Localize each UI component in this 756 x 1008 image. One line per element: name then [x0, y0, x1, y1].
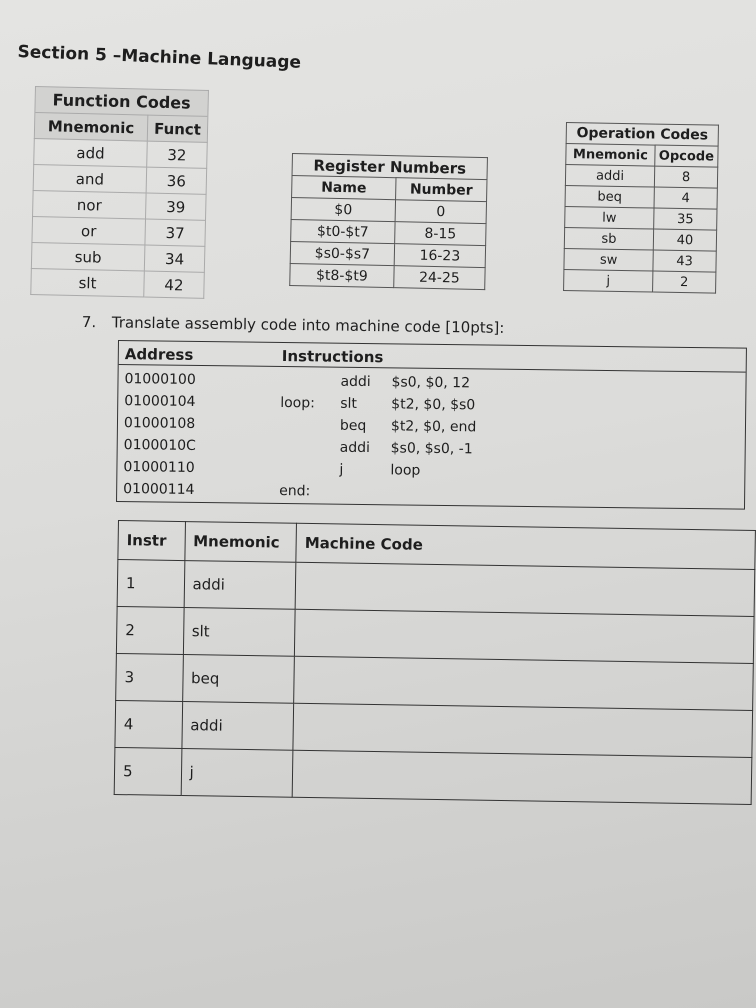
mnemonic-cell: add — [34, 138, 148, 167]
operation-codes-title: Operation Codes — [566, 123, 718, 147]
machine-code-answer-cell[interactable] — [295, 562, 755, 616]
opcode-cell: 8 — [654, 166, 717, 188]
mnemonic-cell: addi — [565, 165, 654, 188]
opcode-cell: 40 — [653, 229, 716, 251]
opcode-cell: addi — [339, 439, 371, 457]
instr-header: Instr — [118, 521, 185, 561]
opcode-cell: 2 — [653, 271, 716, 293]
address-cell: 01000108 — [123, 415, 196, 432]
table-row — [565, 206, 717, 230]
register-numbers-table — [289, 153, 488, 290]
opcode-cell: slt — [340, 395, 358, 412]
instructions-header: Instructions — [281, 347, 384, 367]
section-title: Section 5 –Machine Language — [17, 42, 302, 73]
funct-cell: 42 — [144, 271, 204, 298]
function-codes-table — [30, 86, 209, 299]
question-number: 7. — [81, 313, 97, 332]
table-row — [564, 248, 716, 272]
opcode-cell: beq — [339, 417, 367, 435]
mnemonic-cell: sw — [564, 248, 653, 271]
table-row — [564, 269, 716, 293]
register-name-cell: $t8-$t9 — [290, 263, 394, 287]
mnemonic-cell: slt — [31, 268, 145, 297]
register-name-cell: $0 — [291, 198, 395, 222]
mnemonic-cell: beq — [565, 185, 654, 208]
address-cell: 01000114 — [123, 481, 195, 498]
operands-cell: $t2, $0, end — [390, 418, 477, 436]
table-row — [34, 138, 207, 168]
register-number-cell: 16-23 — [394, 244, 485, 268]
funct-cell: 34 — [144, 245, 204, 272]
operands-cell: $s0, $s0, -1 — [390, 440, 473, 458]
operands-cell: $s0, $0, 12 — [391, 374, 471, 392]
mnemonic-cell: lw — [565, 206, 654, 229]
function-codes-header-mnemonic: Mnemonic — [34, 113, 148, 142]
register-number-cell: 24-25 — [394, 266, 485, 290]
question-text: Translate assembly code into machine code [10pts]: — [111, 313, 505, 337]
register-numbers-title: Register Numbers — [292, 154, 487, 180]
operation-codes-table — [563, 122, 719, 294]
instr-number-cell: 3 — [116, 653, 183, 701]
mnemonic-cell: addi — [181, 702, 293, 751]
machine-code-answer-cell[interactable] — [294, 609, 754, 663]
mnemonic-cell: sb — [564, 227, 653, 250]
mnemonic-header: Mnemonic — [184, 522, 296, 563]
table-row — [33, 190, 206, 220]
table-row — [564, 227, 716, 251]
register-header-name: Name — [292, 176, 396, 200]
register-name-cell: $s0-$s7 — [290, 241, 394, 265]
opcode-cell: 43 — [653, 250, 716, 272]
instr-number-cell: 2 — [116, 606, 183, 654]
assembly-code-box — [116, 340, 747, 510]
table-row — [565, 185, 717, 209]
mnemonic-cell: or — [32, 216, 146, 245]
table-row — [31, 242, 204, 272]
address-header: Address — [124, 345, 194, 364]
register-number-cell: 0 — [395, 200, 486, 224]
funct-cell: 36 — [146, 167, 206, 194]
question-prompt — [82, 313, 505, 337]
machine-code-answer-cell[interactable] — [293, 703, 753, 757]
instr-number-cell: 1 — [117, 560, 184, 608]
operands-cell: loop — [390, 462, 421, 479]
mnemonic-cell: slt — [183, 608, 295, 657]
table-row — [565, 165, 717, 189]
address-cell: 01000100 — [124, 371, 196, 388]
table-row — [290, 263, 485, 289]
mnemonic-cell: nor — [33, 190, 147, 219]
table-row — [31, 268, 204, 298]
mnemonic-cell: j — [181, 749, 293, 798]
opcode-cell: addi — [340, 373, 371, 391]
mnemonic-cell: sub — [31, 242, 145, 271]
label-cell: end: — [279, 482, 311, 500]
mnemonic-cell: j — [564, 269, 653, 292]
address-cell: 01000110 — [123, 459, 195, 476]
mnemonic-cell: beq — [182, 655, 294, 704]
address-cell: 0100010C — [123, 437, 196, 454]
register-number-cell: 8-15 — [395, 222, 486, 246]
operands-cell: $t2, $0, $s0 — [391, 396, 476, 414]
instr-number-cell: 5 — [114, 747, 181, 795]
mnemonic-cell: addi — [184, 561, 296, 610]
address-cell: 01000104 — [124, 393, 196, 410]
funct-cell: 32 — [147, 141, 207, 168]
instr-number-cell: 4 — [115, 700, 182, 748]
opcode-cell: j — [339, 461, 344, 478]
function-codes-header-funct: Funct — [147, 115, 207, 142]
funct-cell: 37 — [145, 219, 205, 246]
table-row — [32, 216, 205, 246]
label-cell: loop: — [280, 394, 315, 412]
funct-cell: 39 — [146, 193, 206, 220]
mnemonic-cell: and — [33, 164, 147, 193]
opcode-cell: 35 — [654, 208, 717, 230]
function-codes-title: Function Codes — [35, 87, 208, 117]
machine-code-header: Machine Code — [296, 523, 755, 569]
machine-code-answer-cell[interactable] — [292, 750, 752, 804]
register-header-number: Number — [396, 178, 487, 202]
opcode-header-mnemonic: Mnemonic — [566, 144, 655, 167]
table-row — [33, 164, 206, 194]
opcode-header-opcode: Opcode — [655, 145, 718, 167]
table-row — [114, 747, 752, 804]
register-name-cell: $t0-$t7 — [291, 219, 395, 243]
machine-code-answer-cell[interactable] — [294, 656, 754, 710]
machine-code-table — [114, 520, 756, 805]
opcode-cell: 4 — [654, 187, 717, 209]
